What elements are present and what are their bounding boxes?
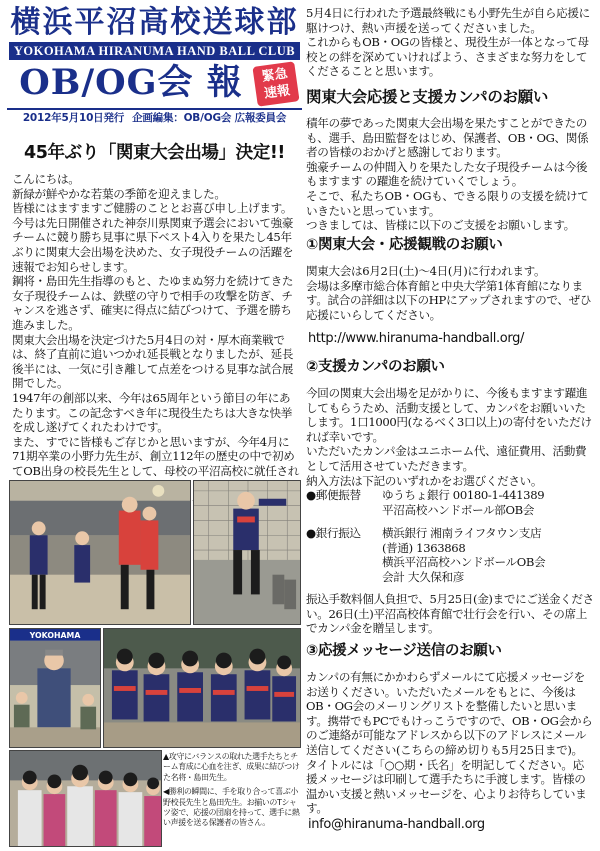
transfer-note: 振込手数料個人負担で、5月25日(金)までにご送金ください。26日(土)平沼高校体育館で壮行会を行い、その席上でカンパ金を贈呈します。: [306, 592, 594, 636]
section2-paragraph: 納入方法は下記のいずれかをお選びください。: [306, 473, 543, 488]
article-paragraph: 鋼将・島田先生指導のもと、たゆまぬ努力を続けてきた女子現役チームは、鉄壁の守りで相手の攻撃を防ぎ、チャンスを逃さず、確実に得点に結びつけて、予選を勝ち進みました。: [12, 274, 294, 332]
urgent-badge: [252, 61, 299, 106]
section1-paragraph: 関東大会は6月2日(土)〜4日(月)に行われます。: [306, 264, 546, 278]
section-main-title: 関東大会応援と支援カンパのお願い: [306, 88, 549, 106]
urgent-badge-line1: 緊急: [260, 66, 289, 85]
bank-branch: 横浜銀行 湘南ライフタウン支店: [382, 526, 542, 540]
section1-body: [306, 264, 594, 322]
supporters-photo: [9, 750, 162, 847]
caption-principal: ◀勝利の瞬間に、手を取り合って喜ぶ小野校長先生と島田先生。お揃いのTシャツ姿で、応援の団扇を持って、選手に熱い声援を送る保護者の皆さん。: [163, 787, 300, 828]
contact-email[interactable]: info@hiranuma-handball.org: [308, 817, 485, 832]
section1-title: ①関東大会・応援観戦のお願い: [306, 237, 503, 253]
section2-body: [306, 386, 594, 488]
postal-label: ●郵便振替: [306, 488, 361, 502]
intro-paragraph: 5月4日に行われた予選最終戦にも小野先生が自ら応援に駆けつけ、熱い声援を送ってくださいました。: [306, 6, 590, 35]
issue-editor: 企画編集：OB/OG会 広報委員会: [132, 112, 287, 124]
postal-transfer: [306, 488, 598, 517]
section-main-body: [306, 116, 594, 233]
website-link[interactable]: http://www.hiranuma-handball.org/: [308, 331, 525, 346]
issue-date: 2012年5月10日発行: [22, 112, 125, 124]
masthead-english: YOKOHAMA HIRANUMA HAND BALL CLUB: [9, 42, 300, 60]
issue-info: [7, 108, 302, 128]
postal-account: ゆうちょ銀行 00180-1-441389: [382, 488, 545, 502]
section2-paragraph: いただいたカンパ金はユニホーム代、遠征費用、活動費として活用させていただきます。: [306, 444, 587, 473]
photo-captions: [163, 752, 303, 833]
article-paragraph: こんにちは。: [12, 172, 80, 186]
article-paragraph: 関東大会出場を決定づけた5月4日の対・厚木商業戦では、終了直前に追いつかれ延長戦となりましたが、延長後半には、一気に引き離して点差をつける見事な試合展開でした。: [12, 332, 294, 391]
match-photo: [9, 480, 191, 625]
goalkeeper-photo: [193, 480, 301, 625]
section2-title: ②支援カンパのお願い: [306, 359, 445, 375]
principal-photo: [9, 628, 101, 748]
bank-account: (普通) 1363868: [382, 540, 466, 555]
section3-body: カンパの有無にかかわらずメールにて応援メッセージをお送りください。いただいたメールをもとに、今後はOB・OG会のメーリングリストを整備したいと思います。携帯でもPCでもけっこうですので、OB・OG会からのご連絡が可能なアドレスから以下のアドレスにメール送信してください(こちらの締め切りも5月25日まで)。タイトルには「○○期・氏名」を明記してください。応援メッセージは印刷して選手たちに手渡します。皆様の温かい支援と熱いメッセージを、心よりお待ちしています。: [306, 670, 593, 816]
section3-title: ③応援メッセージ送信のお願い: [306, 643, 502, 659]
section2-paragraph: 今回の関東大会出場を足がかりに、今後もますます躍進してもらうため、活動支援として、カンパをお願いいたします。1口1000円(なるべく3口以上)の寄付をいただければ幸いです。: [306, 386, 592, 444]
article-paragraph: 今号は先日開催された神奈川県関東予選会において強豪チームに競り勝ち見事に県下ベスト4入りを果たし45年ぶりに関東大会出場を決めた、女子現役チームの活躍を速報でお知らせします。: [12, 215, 294, 274]
bank-transfer: [306, 526, 598, 584]
article-paragraph: 皆様にはますますご健勝のこととお喜び申し上げます。: [12, 201, 293, 216]
intro-paragraph: これからもOB・OGの皆様と、現役生が一体となって母校との絆を深めていければよう、さまざまな努力をしてくださることと思います。: [306, 35, 589, 79]
main-paragraph: 強豪チームの仲間入りを果たした女子現役チームは今後もますます の躍進を続けていくでしょう。: [306, 159, 588, 189]
right-column: [306, 6, 598, 847]
left-article: [12, 172, 300, 522]
main-paragraph: 積年の夢であった関東大会出場を果たすことができたのも、選手、島田監督をはじめ、保護者、OB・OG、関係者の皆様のおかげと感謝しております。: [306, 116, 589, 160]
newsletter-name: OB/OG会 報: [19, 62, 243, 103]
urgent-badge-line2: 速報: [263, 83, 292, 102]
caption-coach: ▲攻守にバランスの取れた選手たちとチーム育成に心血を注ぎ、成果に結びつけた名将・島田先生。: [163, 752, 300, 782]
banner-text: YOKOHAMA: [29, 630, 81, 640]
article-paragraph: また、すでに皆様もご存じかと思いますが、今年4月に71期卒業の小野力先生が、創立112年の歴史の中で初めてOB出身の校長先生として、母校の平沼高校に就任され: [12, 434, 299, 478]
article-paragraph: 新緑が鮮やかな若葉の季節を迎えました。: [12, 186, 226, 201]
bank-label: ●銀行振込: [306, 526, 361, 540]
masthead-title: 横浜平沼高校送球部: [10, 5, 299, 40]
intro-text: [306, 6, 594, 79]
postal-holder: 平沼高校ハンドボール部OB会: [382, 502, 535, 517]
team-photo: [103, 628, 301, 748]
article-paragraph: 1947年の創部以来、今年は65周年という節目の年にあたります。この記念すべき年に現役生たちは大きな快挙を成し遂げてくれたわけです。: [12, 390, 292, 435]
bank-treasurer: 会計 大久保和彦: [382, 569, 465, 584]
main-paragraph: つきましては、皆様に以下のご支援をお願いします。: [306, 218, 575, 233]
section1-paragraph: 会場は多摩市総合体育館と中央大学第1体育館になります。試合の詳細は以下のHPにアップされますので、ぜひ応援にいらしてください。: [306, 278, 592, 322]
bank-holder: 横浜平沼高校ハンドボールOB会: [382, 555, 546, 570]
left-column: [7, 4, 302, 847]
main-paragraph: そこで、私たちOB・OGも、できる限りの支援を続けていきたいと思っています。: [306, 188, 589, 218]
headline: 45年ぶり「関東大会出場」決定!!: [23, 143, 285, 163]
